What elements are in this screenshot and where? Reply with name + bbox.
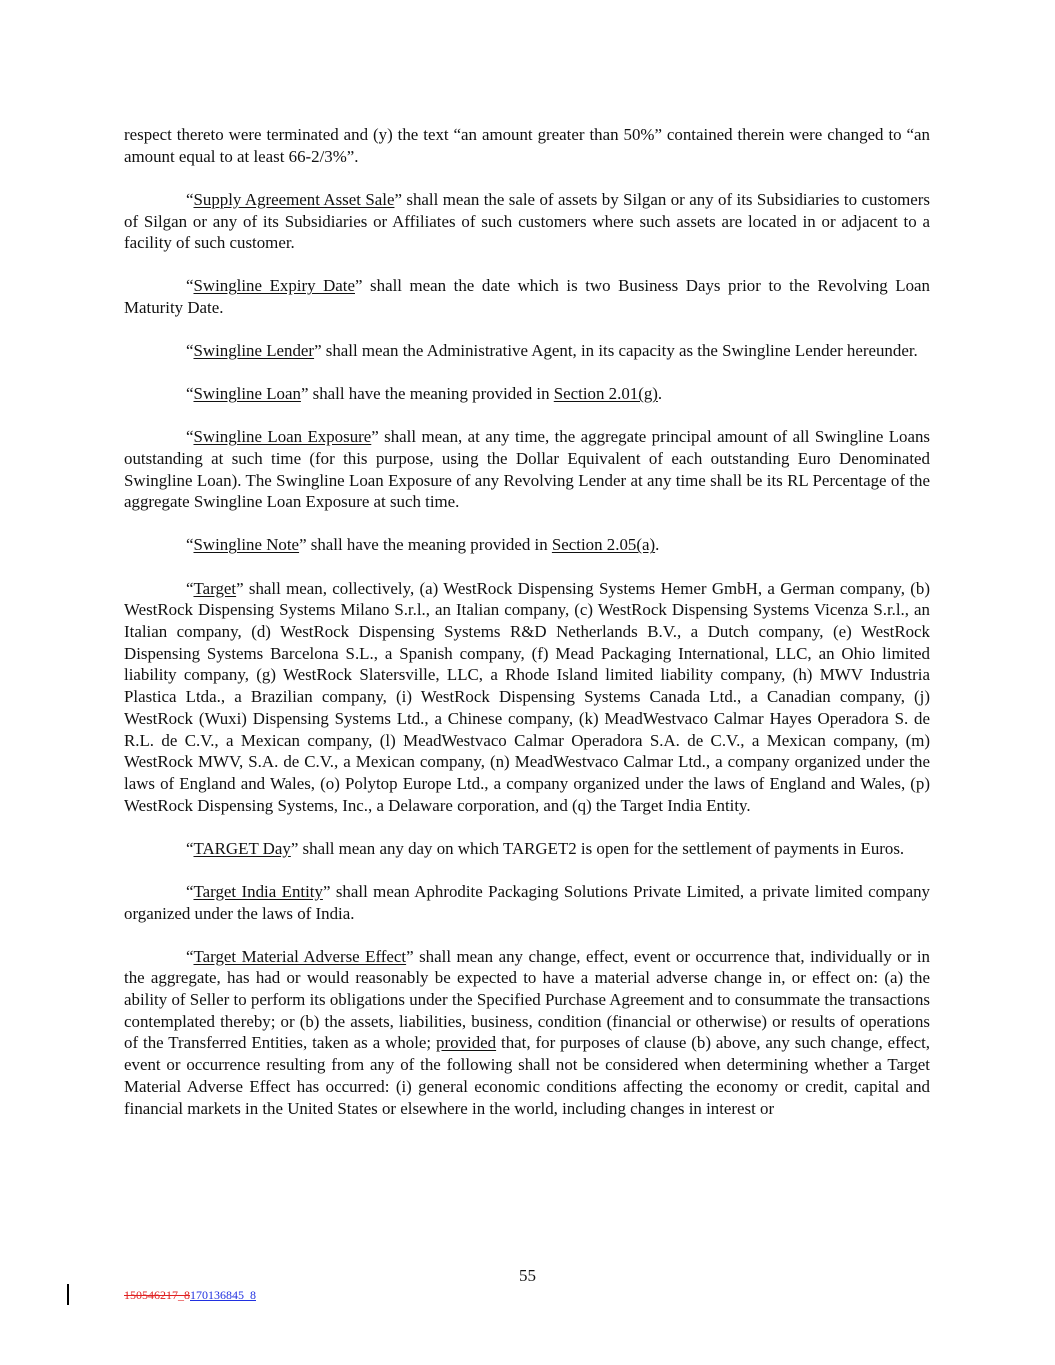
defined-term: TARGET Day bbox=[193, 838, 291, 858]
defined-term: Target Material Adverse Effect bbox=[193, 946, 407, 966]
definition-swingline-note: “Swingline Note” shall have the meaning provided in Section 2.05(a). bbox=[186, 535, 660, 555]
document-id-inserted: 170136845_8 bbox=[190, 1288, 256, 1302]
defined-term: Swingline Loan bbox=[193, 384, 301, 404]
paragraph-continuation: respect thereto were terminated and (y) the text “an amount greater than 50%” contained therein were changed to “an amount equal to at least 66-2/3%”. bbox=[124, 125, 930, 166]
defined-term: Target India Entity bbox=[193, 881, 323, 901]
defined-term: Swingline Lender bbox=[193, 341, 315, 361]
document-id-deleted: 150546217_8 bbox=[124, 1288, 190, 1302]
defined-term: Target bbox=[193, 578, 237, 598]
document-body bbox=[124, 124, 930, 1141]
defined-term: Swingline Note bbox=[193, 535, 300, 555]
document-id bbox=[124, 1288, 256, 1302]
section-reference: Section 2.01(g) bbox=[553, 384, 658, 404]
definition-target-india-entity: “Target India Entity” shall mean Aphrodite Packaging Solutions Private Limited, a private limited company organized under the laws of India. bbox=[124, 881, 930, 923]
proviso-term: provided bbox=[436, 1033, 497, 1053]
definition-swingline-loan-exposure: “Swingline Loan Exposure” shall mean, at any time, the aggregate principal amount of all Swingline Loans outstanding at such time (for this purpose, using the Dollar Equivalent of each outstanding Euro Denominated Swingline Loan). The Swingline Loan Exposure of any Revolving Lender at any time shall be its RL Percentage of the aggregate Swingline Loan Exposure at such time. bbox=[124, 427, 930, 512]
definition-swingline-lender: “Swingline Lender” shall mean the Administrative Agent, in its capacity as the Swingline Lender hereunder. bbox=[186, 341, 918, 361]
page-number: 55 bbox=[519, 1266, 536, 1285]
definition-target-day: “TARGET Day” shall mean any day on which TARGET2 is open for the settlement of payments in Euros. bbox=[186, 838, 905, 858]
definition-supply-agreement-asset-sale: “Supply Agreement Asset Sale” shall mean the sale of assets by Silgan or any of its Subsidiaries to customers of Silgan or any of its Subsidiaries or Affiliates of such customers where such assets are located in or adjacent to a facility of such customer. bbox=[124, 189, 930, 253]
defined-term: Swingline Loan Exposure bbox=[193, 427, 372, 447]
definition-target-material-adverse-effect: “Target Material Adverse Effect” shall mean any change, effect, event or occurrence that, individually or in the aggregate, has had or would reasonably be expected to have a material adverse change in, or effect on: (a) the ability of Seller to perform its obligations under the Specified Purchase Agreement and to consummate the transactions contemplated thereby; or (b) the assets, liabilities, business, condition (financial or otherwise) or results of operations of the Transferred Entities, taken as a whole; provided that, for purposes of clause (b) above, any such change, effect, event or occurrence resulting from any of the following shall not be considered when determining whether a Target Material Adverse Effect has occurred: (i) general economic conditions affecting the economy or credit, capital and financial markets in the United States or elsewhere in the world, including changes in interest or bbox=[124, 946, 931, 1118]
defined-term: Supply Agreement Asset Sale bbox=[193, 189, 395, 209]
section-reference: Section 2.05(a) bbox=[551, 535, 656, 555]
definition-swingline-expiry-date: “Swingline Expiry Date” shall mean the date which is two Business Days prior to the Revolving Loan Maturity Date. bbox=[124, 276, 930, 317]
definition-target: “Target” shall mean, collectively, (a) WestRock Dispensing Systems Hemer GmbH, a German company, (b) WestRock Dispensing Systems Milano S.r.l., an Italian company, (c) WestRock Dispensing Systems Vicenza S.r.l., an Italian company, (d) WestRock Dispensing Systems R&D Netherlands B.V., a Dutch company, (e) WestRock Dispensing Systems Barcelona S.L., a Spanish company, (f) Mead Packaging International, LLC, an Ohio limited liability company, (g) WestRock Slatersville, LLC, a Rhode Island limited liability company, (h) MWV Industria Plastica Ltda., a Brazilian company, (i) WestRock Dispensing Systems Canada Ltd., a Canadian company, (j) WestRock (Wuxi) Dispensing Systems Ltd., a Chinese company, (k) MeadWestvaco Calmar Hayes Operadora S. de R.L. de C.V., a Mexican company, (l) MeadWestvaco Calmar Operadora S.A. de C.V., a Mexican company, (m) WestRock MWV, S.A. de C.V., a Mexican company, (n) MeadWestvaco Calmar Ltd., a company organized under the laws of England and Wales, (o) Polytop Europe Ltd., a company organized under the laws of England and Wales, (p) WestRock Dispensing Systems, Inc., a Delaware corporation, and (q) the Target India Entity. bbox=[124, 578, 930, 815]
revision-change-bar bbox=[67, 1284, 69, 1305]
definition-swingline-loan: “Swingline Loan” shall have the meaning provided in Section 2.01(g). bbox=[186, 384, 663, 404]
defined-term: Swingline Expiry Date bbox=[193, 276, 355, 296]
